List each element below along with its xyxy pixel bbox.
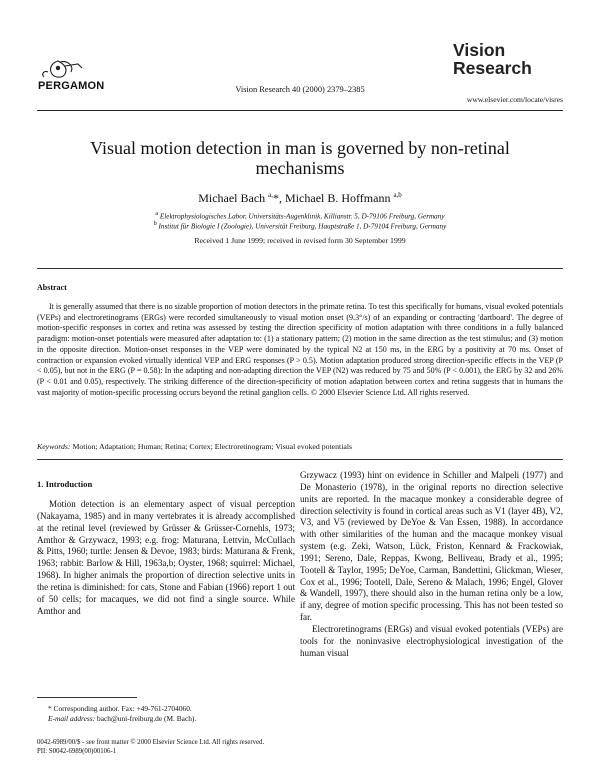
section-heading: 1. Introduction [37,479,93,489]
author-separator: , [279,191,286,205]
paper-title: Visual motion detection in man is governed by non-retinal mechanisms [90,138,510,178]
body-column-right [300,470,563,660]
keywords [37,442,352,451]
footnote-email [48,714,196,723]
journal-name-line2: Research [453,58,532,78]
body-paragraph: Grzywacz (1993) hint on evidence in Schiller and Malpeli (1977) and De Monasterio (1978), in the original reports no direction selective units are reported. In the macaque monkey a considerable degree of direction selectivity is found in cortical areas such as V1 (layer 4B), V2, V3, and V5 (reviewed by DeYoe & Van Essen, 1988). In accordance with other similarities of the human and the macaque monkey visual system (e.g. Zeki, Watson, Lück, Friston, Kennard & Frackowiak, 1991; Sereno, Dale, Reppas, Kwong, Belliveau, Brady et al., 1995; Tootell & Taylor, 1995; DeYoe, Carman, Bandettini, Glickman, Wieser, Cox et al., 1996; Tootell, Dale, Sereno & Malach, 1996; Engel, Glover & Wandell, 1997), there should also in the human retina only be a low, if any, degree of motion specific processing. This has not been tested so far. [300,470,563,623]
copyright-notice: 0042-6989/00/$ - see front matter © 2000 Elsevier Science Ltd. All rights reserved. [37,739,265,746]
email-label: E-mail address: [48,714,96,723]
affiliation-text: Institut für Biologie I (Zoologie), Universität Freiburg, Hauptstraße 1, D-79104 Freiburg, Germany [158,222,447,231]
title-divider [37,268,563,269]
email-address-link[interactable]: bach@uni-freiburg.de (M. Bach). [95,714,197,723]
author-list [0,191,600,206]
corresponding-author-marker: * [273,191,280,205]
author-name[interactable]: Michael Bach [198,191,266,205]
keywords-list: Motion; Adaptation; Human; Retina; Cortex; Electroretinogram; Visual evoked potentials [70,442,353,451]
author-name[interactable]: Michael B. Hoffmann [285,191,391,205]
body-paragraph: Electroretinograms (ERGs) and visual evoked potentials (VEPs) are tools for the noninvasive electrophysiological investigation of the human visual [300,623,563,658]
journal-url-link[interactable]: www.elsevier.com/locate/visres [466,95,563,104]
affiliation-marker: a [155,211,159,217]
author-affil-marker: a,b [393,191,402,199]
journal-name [453,41,532,77]
abstract-body: It is generally assumed that there is no sizable proportion of motion detectors in the primate retina. To test this specifically for humans, visual evoked potentials (VEPs) and electroretinograms (ERGs) were recorded simultaneously to visual motion onset (9.3°/s) of an expanding or contracting 'dartboard'. The degree of motion-specific responses in cortex and retina was assessed by testing the direction specificity of motion adaptation with three conditions in a fully balanced paradigm: motion-onset potentials were measured after adaptation to: (1) a stationary pattern; (2) motion in the same direction as the test stimulus; and (3) motion in the opposite direction. Motion-onset responses in the VEP were dominated by the typical N2 at 150 ms, in the ERG by a positivity at 70 ms. Onset of contraction or expansion evoked virtually identical VEP and ERG responses (P > 0.5). Motion adaptation produced strong direction-specific effects in the VEP (P < 0.05), but not in the ERG (P = 0.58): In the adapting and non-adapting direction the VEP (N2) was reduced by 75 and 50% (P < 0.001), the ERG by 32 and 26% (P < 0.01 and 0.05), respectively. The striking difference of the direction-specificity of motion adaptation between cortex and retina suggests that in humans the vast majority of motion-specific processing occurs beyond the retinal ganglion cells. © 2000 Elsevier Science Ltd. All rights reserved. [37,302,563,397]
journal-name-line1: Vision [453,40,506,60]
affiliation [0,211,600,220]
journal-citation: Vision Research 40 (2000) 2379–2385 [235,85,365,94]
affiliation [0,221,600,230]
header-divider [37,110,563,111]
keywords-label: Keywords: [37,442,71,451]
footnote-divider [37,697,137,698]
body-column-left: Motion detection is an elementary aspect of visual perception (Nakayama, 1985) and in many vertebrates it is already accomplished at the retinal level (reviewed by Grüsser & Grüsser-Cornehls, 1973; Amthor & Grzywacz, 1993; e.g. frog: Maturana, Lettvin, McCullach & Pitts, 1960; turtle: Jensen & Devoe, 1983; birds: Maturana & Frenk, 1963; rabbit: Barlow & Hill, 1963a,b; Oyster, 1968; squirrel: Michael, 1968). In higher animals the proportion of direction selective units in the retina is diminished: for cats, Stone and Fabian (1966) report 1 out of 50 cells; for macaques, we did not find a single source. While Amthor and [37,499,295,616]
affiliation-text: Elektrophysiologisches Labor, Universitäts-Augenklinik, Killianstr. 5, D-79106 Freiburg, Germany [159,212,445,221]
abstract-divider [37,459,563,460]
author-affil-marker: a, [268,191,274,199]
publisher-name: PERGAMON [38,80,105,92]
received-dates: Received 1 June 1999; received in revised form 30 September 1999 [194,236,406,245]
abstract-heading: Abstract [37,283,67,292]
pii-identifier: PII: S0042-6989(00)00106-1 [37,748,117,755]
footnote-corresponding-author: * Corresponding author. Fax: +49-761-2704060. [48,704,192,713]
affiliation-marker: b [153,221,157,227]
